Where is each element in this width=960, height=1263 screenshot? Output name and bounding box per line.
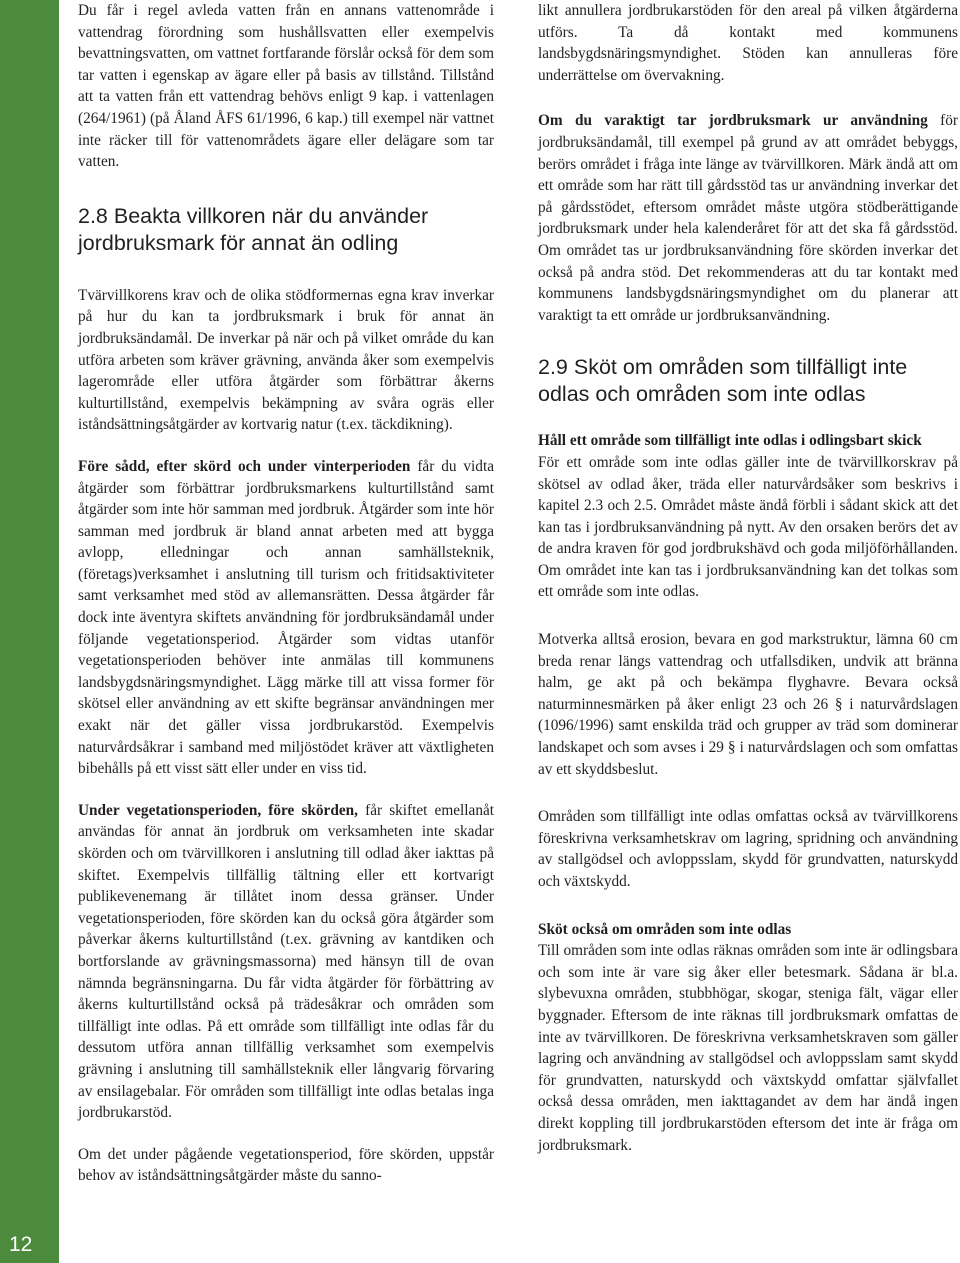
paragraph-omraden-tvarvillkor: Områden som tillfälligt inte odlas omfattas också av tvärvillkorens föreskrivna verksamhetskrav om lagring, spridning och användning av stallgödsel och avloppsslam, skydd för grundvatten, naturskydd och växtskydd. xyxy=(538,808,958,890)
page-margin-strip xyxy=(0,0,59,1263)
subheading-hall-odlingsbart: Håll ett område som tillfälligt inte odlas i odlingsbart skick xyxy=(538,432,922,450)
paragraph-fore-sadd-body: får du vidta åtgärder som förbättrar jordbruksmarkens kulturtillstånd samt åtgärder som inte hör samman med jordbruk. Åtgärder som inte hör samman med jordbruk är bland annat arbeten med att bygga avlopp, elledningar och annan samhällsteknik, (företags)verksamhet i anslutning till turism och fritidsaktiviteter samt verksamhet med stöd av allemansrätten. Dessa åtgärder får dock inte äventyra skiftets användning för jordbruksändamål under följande vegetationsperiod. Åtgärder som vidtas utanför vegetationsperioden behöver inte anmälas till kommunens landsbygdsnäringsmyndighet. Lägg märke till att vissa former för skötsel eller användning av ett skifte begränsar användningen mer exakt när det gäller vissa jordbrukarstöd. Exempelvis naturvårdsåkrar i samband med miljöstödet kräver att växtligheten bibehålls på ett visst sätt eller under en viss tid. xyxy=(78,457,494,778)
paragraph-fore-sadd xyxy=(78,456,494,780)
page-number: 12 xyxy=(9,1233,33,1256)
paragraph-continued: Om det under pågående vegetationsperiod, före skörden, uppstår behov av iståndsättningsåtgärder måste du sanno- xyxy=(78,1145,494,1185)
right-column xyxy=(538,0,958,1156)
paragraph-vegetationsperiod xyxy=(78,800,494,1124)
section-heading-2-9: 2.9 Sköt om områden som tillfälligt inte odlas och områden som inte odlas xyxy=(538,355,908,407)
paragraph-intro: Du får i regel avleda vatten från en annans vattenområde i vattendrag förordning som hushållsvatten eller exempelvis bevattningsvatten, om vattnet fortfarande förslår också för dem som tar vatten i egenskap av ägare eller på basis av tillstånd. Tillstånd att ta vatten från ett vattendrag behövs enligt 9 kap. i vattenlagen (264/1961) (på Åland ÅFS 61/1996, 6 kap.) till exempel när vattnet inte räcker till för vattenområdets ägare eller delägare som tar vatten. xyxy=(78,2,494,171)
paragraph-varaktigt xyxy=(538,110,958,326)
section-heading-2-8: 2.8 Beakta villkoren när du använder jordbruksmark för annat än odling xyxy=(78,203,429,255)
left-column xyxy=(78,0,494,1187)
paragraph-tvarvillkor: Tvärvillkorens krav och de olika stödformernas egna krav inverkar på hur du kan ta jordbruksmark i bruk för annat än jordbruksändamål. De inverkar på när och på vilket område du kan utföra arbeten som kräver grävning, använda åker som exempelvis lagerområde eller utföra åtgärder som förbättrar åkerns kulturtillstånd, exempelvis bekämpning av svåra ogräs eller iståndsättningsåtgärder av kortvarig natur (t.ex. täckdikning). xyxy=(78,286,494,434)
paragraph-hall-odlingsbart: För ett område som inte odlas gäller inte de tvärvillkorskrav på skötsel av odlad åker, träda eller naturvårdsåker som beskrivs i kapitel 2.3 och 2.5. Området måste ändå förbli i sådant skick att det kan tas i jordbruksanvändning på nytt. Av den orsaken berörs det av de andra kraven för god jordbrukshävd och goda miljöförhållanden. Om området inte kan tas i jordbruksanvändning kan det tolkas som ett område som inte odlas. xyxy=(538,453,958,601)
paragraph-vegetationsperiod-lead: Under vegetationsperioden, före skörden, xyxy=(78,801,358,819)
subheading-skot-omraden: Sköt också om områden som inte odlas xyxy=(538,920,792,938)
paragraph-continuation: likt annullera jordbrukarstöden för den areal på vilken åtgärderna utförs. Ta då kontakt med kommunens landsbygdsnäringsmyndighet. Stöden kan annulleras före underrättelse om övervakning. xyxy=(538,2,958,84)
paragraph-varaktigt-lead: Om du varaktigt tar jordbruksmark ur användning xyxy=(538,112,928,130)
paragraph-motverka: Motverka alltså erosion, bevara en god markstruktur, lämna 60 cm breda renar längs vattendrag och utfallsdiken, undvik att bränna halm, ge akt på och bekämpa flyghavre. Bevara också naturminnesmärken på åker enligt 23 och 26 § i naturvårdslagen (1096/1996) samt enskilda träd och grupper av träd som dominerar landskapet och som avses i 29 § i naturvårdslagen och som omfattas av ett skyddsbeslut. xyxy=(538,631,958,778)
paragraph-fore-sadd-lead: Före sådd, efter skörd och under vinterperioden xyxy=(78,457,411,475)
paragraph-skot-omraden: Till områden som inte odlas räknas områden som inte är odlingsbara och som inte är vare sig åker eller betesmark. Sådana är bl.a. slybevuxna områden, stubbhögar, skogar, steniga fält, vägar eller byggnader. Eftersom de inte räknas till jordbruksmark omfattas de inte av tvärvillkoren. De föreskrivna verksamhetskraven som gäller lagring och användning av stallgödsel och avloppsslam samt skydd för grundvatten, naturskydd och växtskydd omfattar självfallet också dessa områden, men iakttagandet av dem har ändå ingen direkt koppling till jordbrukarstöden eftersom det inte är fråga om jordbruksmark. xyxy=(538,942,958,1154)
paragraph-varaktigt-body: för jordbruksändamål, till exempel på grund av att området bebyggs, berörs området i fråga inte länge av tvärvillkoren. Märk ändå att om ett område som har rätt till gårdsstöd tas ur användning inverkar det på gårdsstödet, eftersom området måste utgöra stödberättigande jordbruksmark under hela kalenderåret för att det ska få gårdsstöd. Om området tas ur jordbruksanvändning före skörden inverkar det också på andra stöd. Det rekommenderas att du tar kontakt med kommunens landsbygdsnäringsmyndighet om du planerar att varaktigt ta ett område ur jordbruksanvändning. xyxy=(538,112,958,324)
paragraph-vegetationsperiod-body: får skiftet emellanåt användas för annat än jordbruk om verksamheten inte skadar skörden och om tvärvillkoren i anslutning till odlad åker iakttas på skiftet. Exempelvis tillfällig tältning eller ett kortvarigt publikevenemang är tillåtet inom dessa gränser. Under vegetationsperioden, före skörden kan du också göra åtgärder som påverkar åkerns kulturtillstånd (t.ex. grävning av kantdiken och bortforslande av grävningsmassorna) med hänsyn till de ovan nämnda begränsningarna. Du får vidta åtgärder för förbättring av åkerns kulturtillstånd också på trädesåkrar och områden som tillfälligt inte odlas. På ett område som tillfälligt inte odlas får du dessutom utföra annan tillfällig verksamhet som exempelvis grävning i anslutning till samhällsteknik eller långvarig förvaring av ensilagebalar. För områden som tillfälligt inte odlas betalas inga jordbrukarstöd. xyxy=(78,801,495,1122)
